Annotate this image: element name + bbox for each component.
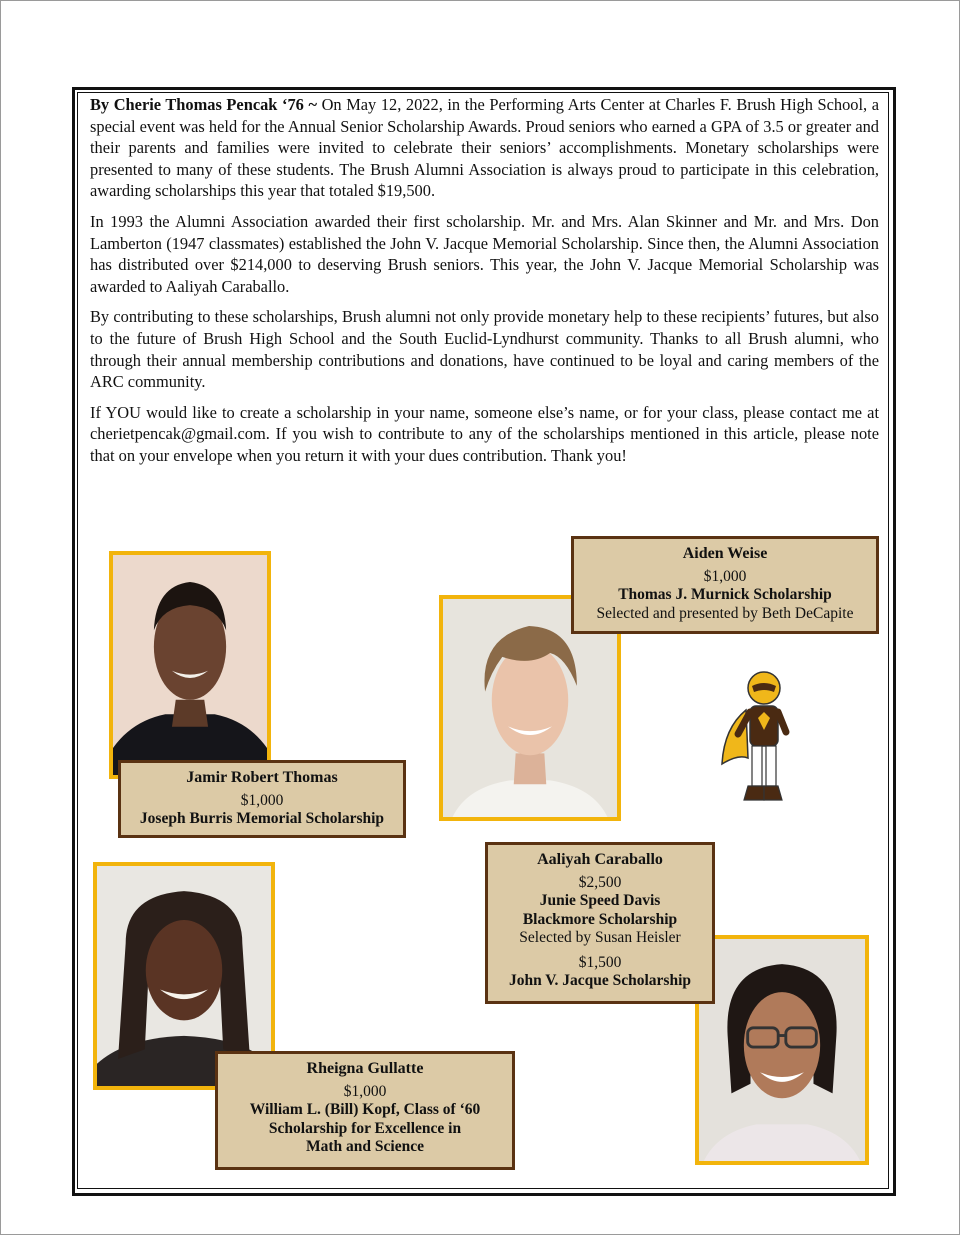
scholarship-name-1-line-1: Junie Speed Davis (539, 892, 661, 909)
scholarship-name: Joseph Burris Memorial Scholarship (139, 810, 385, 827)
selection-note: Selected and presented by Beth DeCapite (596, 604, 854, 622)
scholarship-name-2: John V. Jacque Scholarship (508, 972, 692, 989)
caption-aaliyah-caraballo (485, 842, 715, 1004)
photo-jamir-robert-thomas (109, 551, 271, 779)
scholarship-name: Thomas J. Murnick Scholarship (618, 586, 832, 603)
scholarship-amount-2: $1,500 (578, 953, 622, 971)
byline: By Cherie Thomas Pencak ‘76 ~ (90, 95, 317, 114)
recipient-name: Aaliyah Caraballo (537, 851, 663, 868)
article-paragraph-4: If YOU would like to create a scholarship in your name, someone else’s name, or for your class, please contact me at cherietpencak@gmail.com. If you wish to contribute to any of the scholarships mentioned in this article, please note that on your envelope when you return it with your dues contribution. Thank you! (90, 402, 879, 465)
article-paragraph-2: In 1993 the Alumni Association awarded their first scholarship. Mr. and Mrs. Alan Skinner and Mr. and Mrs. Don Lamberton (1947 classmates) established the John V. Jacque Memorial Scholarship. Since then, the Alumni Association has distributed over $214,000 to deserving Brush seniors. This year, the John V. Jacque Memorial Scholarship was awarded to Aaliyah Caraballo. (90, 211, 879, 296)
scholarship-amount: $1,000 (343, 1082, 387, 1100)
recipient-name: Aiden Weise (682, 545, 768, 562)
scholarship-name-1-line-2: Blackmore Scholarship (522, 910, 678, 928)
article-body (90, 94, 879, 476)
scholarship-amount: $1,000 (703, 567, 747, 585)
scholarship-name-line-1: William L. (Bill) Kopf, Class of ‘60 (249, 1101, 481, 1118)
article-paragraph-1: By Cherie Thomas Pencak ‘76 ~ On May 12, 2022, in the Performing Arts Center at Charles F. Brush High School, a special event was held for the Annual Senior Scholarship Awards. Proud seniors who earned a GPA of 3.5 or greater and their parents and families were invited to celebrate their seniors’ accomplishments. Monetary scholarships were presented to many of these students. The Brush Alumni Association is always proud to participate in this celebration, awarding scholarships this year that totaled $19,500. (90, 95, 879, 201)
scholarship-amount: $1,000 (240, 791, 284, 809)
article-paragraph-3: By contributing to these scholarships, Brush alumni not only provide monetary help to these recipients’ futures, but also to the future of Brush High School and the South Euclid-Lyndhurst community. Thanks to all Brush alumni, who through their annual membership contributions and donations, have continued to be loyal and caring members of the ARC community. (90, 307, 879, 392)
scholarship-amount-1: $2,500 (578, 873, 622, 891)
scholarship-name-line-3: Math and Science (306, 1138, 424, 1155)
photo-aaliyah-caraballo (695, 935, 869, 1165)
caption-aiden-weise (571, 536, 879, 634)
recipient-name: Jamir Robert Thomas (186, 769, 338, 786)
recipient-name: Rheigna Gullatte (306, 1060, 424, 1077)
caption-rheigna-gullatte (215, 1051, 515, 1170)
selection-note: Selected by Susan Heisler (519, 929, 681, 946)
scholarship-name-line-2: Scholarship for Excellence in (268, 1119, 462, 1137)
caption-jamir-robert-thomas (118, 760, 406, 838)
brush-arcs-mascot-icon (716, 668, 806, 810)
